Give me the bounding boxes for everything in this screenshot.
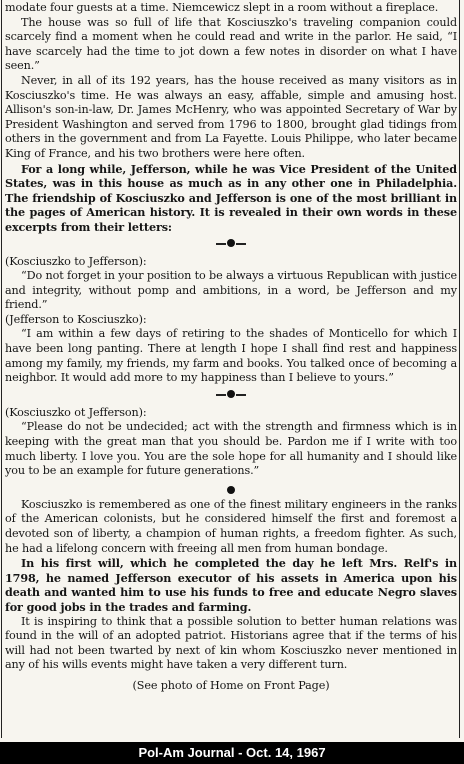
paragraph-remembered: Kosciuszko is remembered as one of the finest military engineers in the ranks of the American colonists, but he considered himself the first and foremost a devoted son of liberty, a champion of human rights, a freedom fighter. As such, he had a lifelong concern with freeing all men from human bondage. <box>5 497 457 555</box>
letter-heading-3: (Kosciuszko ot Jefferson): <box>5 405 147 419</box>
letter-heading-2: (Jefferson to Kosciuszko): <box>5 312 147 326</box>
paragraph-companion: The house was so full of life that Kosciuszko's traveling companion could scarcely find a moment when he could read and write in the parlor. He said, “I have scarcely had the time to jot down a few notes in disorder on what I have seen.” <box>5 15 457 73</box>
letter-quote-3: “Please do not be undecided; act with the strength and firmness which is in keeping with the great man that you should be. Pardon me if I write with too much liberty. I love you. You are the sole hope for all humanity and I should like you to be an example for future generations.” <box>5 420 457 478</box>
section-divider <box>5 236 457 252</box>
paragraph-first-will: In his first will, which he completed the day he left Mrs. Relf's in 1798, he named Jefferson executor of his assets in America upon his death and wanted him to use his funds to free and educate Negro slaves for good jobs in the trades and farming. <box>5 556 457 614</box>
paragraph-visitors: Never, in all of its 192 years, has the house received as many visitors as in Kosciuszko's time. He was always an easy, affable, simple and amusing host. Allison's son-in-law, Dr. James McHenry, who was appointed Secretary of War by President Washington and served from 1796 to 1800, brought glad tidings from others in the government and from La Fayette. Louis Philippe, who later became King of France, and his two brothers were here often. <box>5 73 457 160</box>
column-rule-left <box>1 0 2 738</box>
section-divider <box>5 387 457 403</box>
letter-quote-1: “Do not forget in your position to be always a virtuous Republican with justice and integrity, without pomp and ambitions, in a word, be Jefferson and my friend.” <box>5 269 457 312</box>
source-caption: Pol-Am Journal - Oct. 14, 1967 <box>0 742 464 764</box>
paragraph-continuation: modate four guests at a time. Niemcewicz slept in a room without a fireplace. <box>5 1 439 14</box>
bullet-divider <box>5 483 457 498</box>
paragraph-inspiring: It is inspiring to think that a possible solution to better human relations was found in the will of an adopted patriot. Historians agree that if the terms of his will had not been twarted by next of kin whom Kosciuszko never mentioned in any of his wills events might have taken a very different turn. <box>5 614 457 672</box>
letter-quote-2: “I am within a few days of retiring to the shades of Monticello for which I have been long panting. There at length I hope I shall find rest and happiness among my family, my friends, my farm and books. You talked once of becoming a neighbor. It would add more to my happiness than I believe to yours.” <box>5 327 457 385</box>
article-column <box>5 1 457 694</box>
paragraph-jefferson-intro: For a long while, Jefferson, while he was Vice President of the United States, was in this house as much as in any other one in Philadelphia. The friendship of Kosciuszko and Jefferson is one of the most brilliant in the pages of American history. It is revealed in their own words in these excerpts from their letters: <box>5 161 457 234</box>
letter-heading-1: (Kosciuszko to Jefferson): <box>5 254 147 268</box>
column-rule-right <box>459 0 460 738</box>
photo-note: (See photo of Home on Front Page) <box>132 678 330 692</box>
